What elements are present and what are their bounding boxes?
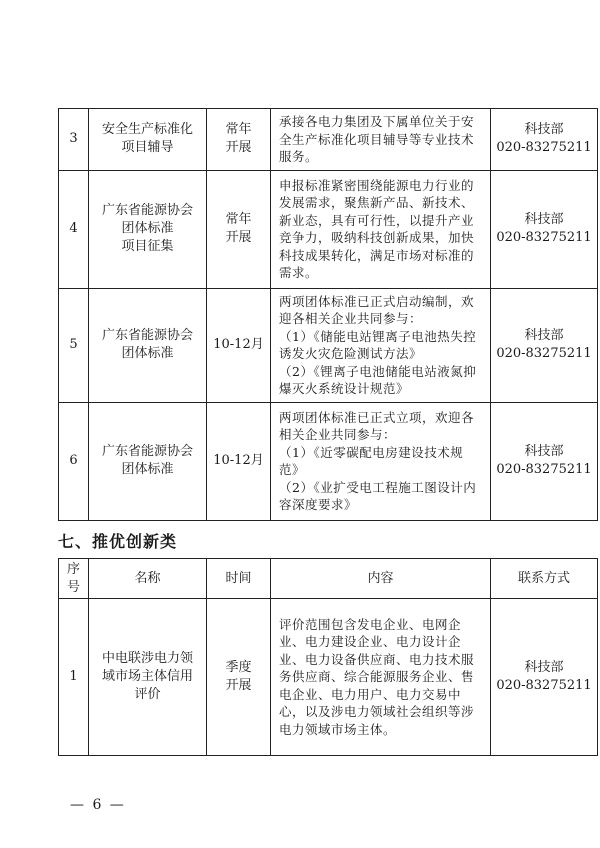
row-number: 3 [59,109,89,171]
contact-phone: 020-83275211 [496,462,592,477]
item-contact [491,288,598,402]
row-number: 1 [59,599,89,756]
item-time: 10-12月 [207,402,271,520]
table-header-row [59,559,598,599]
contact-dept: 科技部 [524,444,564,459]
table-row [59,109,598,171]
item-contact [491,402,598,520]
section-title: 七、推优创新类 [58,532,178,551]
header-no: 序 号 [59,559,89,599]
item-content: 评价范围包含发电企业、电网企业、电力建设企业、电力设计企业、电力设备供应商、电力技术服务供应商、综合能源服务企业、售电企业、电力用户、电力交易中心，以及涉电力领域社会组织等涉电力领域市场主体。 [271,599,491,756]
services-table-continued [58,108,598,521]
contact-phone: 020-83275211 [496,678,592,693]
contact-phone: 020-83275211 [496,346,592,361]
item-name: 安全生产标准化 项目辅导 [89,109,207,171]
item-content: 申报标准紧密围绕能源电力行业的发展需求，聚焦新产品、新技术、新业态，具有可行性，以提升产业竞争力，吸纳科技创新成果，加快科技成果转化，满足市场对标准的需求。 [271,170,491,288]
item-content: 两项团体标准已正式启动编制，欢迎各相关企业共同参与： （1）《储能电站锂离子电池热失控诱发火灾危险测试方法》 （2）《锂离子电池储能电站液氮抑爆灭火系统设计规范》 [271,288,491,402]
innovation-table [58,558,598,756]
row-number: 6 [59,402,89,520]
contact-dept: 科技部 [524,660,564,675]
item-contact [491,109,598,171]
header-content: 内容 [271,559,491,599]
header-contact: 联系方式 [491,559,598,599]
item-contact [491,170,598,288]
contact-dept: 科技部 [524,328,564,343]
contact-phone: 020-83275211 [496,140,592,156]
contact-dept: 科技部 [524,212,564,227]
page-number: — 6 — [70,797,126,813]
header-name: 名称 [89,559,207,599]
item-name: 广东省能源协会 团体标准 项目征集 [89,170,207,288]
table-row [59,170,598,288]
table-row [59,599,598,756]
contact-dept: 科技部 [524,122,564,138]
item-time: 常年 开展 [207,170,271,288]
row-number: 5 [59,288,89,402]
item-content: 承接各电力集团及下属单位关于安全生产标准化项目辅导等专业技术服务。 [271,109,491,171]
item-time: 10-12月 [207,288,271,402]
contact-phone: 020-83275211 [496,230,592,245]
item-time: 季度 开展 [207,599,271,756]
item-name: 广东省能源协会 团体标准 [89,288,207,402]
table-row [59,288,598,402]
item-content: 两项团体标准已正式立项，欢迎各相关企业共同参与： （1）《近零碳配电房建设技术规范》 （2）《业扩受电工程施工图设计内容深度要求》 [271,402,491,520]
item-name: 广东省能源协会 团体标准 [89,402,207,520]
row-number: 4 [59,170,89,288]
table-row [59,402,598,520]
item-time: 常年 开展 [207,109,271,171]
header-time: 时间 [207,559,271,599]
item-contact [491,599,598,756]
item-name: 中电联涉电力领 域市场主体信用 评价 [89,599,207,756]
